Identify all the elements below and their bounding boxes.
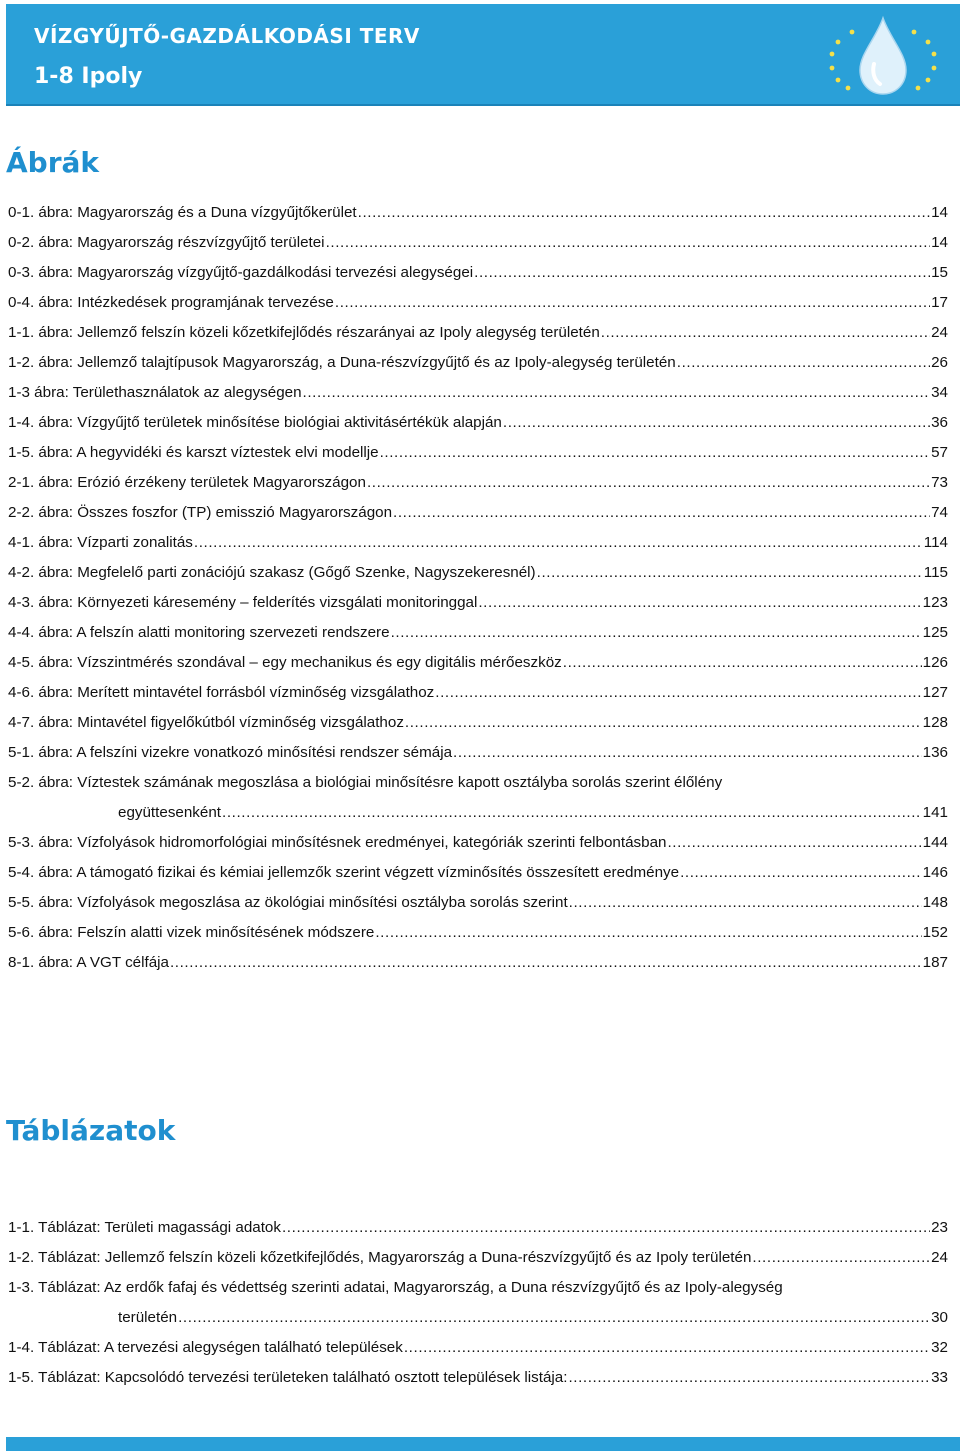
toc-page-number: 14 bbox=[931, 204, 948, 221]
toc-page-number: 123 bbox=[922, 594, 948, 611]
toc-dot-leader bbox=[537, 558, 923, 588]
toc-entry[interactable] bbox=[8, 1363, 948, 1393]
toc-entry-title: 1-1. ábra: Jellemző felszín közeli kőzetkifejlődés részarányai az Ipoly alegység területén bbox=[8, 324, 600, 341]
document-title: VÍZGYŰJTŐ-GAZDÁLKODÁSI TERV bbox=[34, 24, 420, 48]
toc-dot-leader bbox=[222, 798, 922, 828]
toc-dot-leader bbox=[335, 288, 930, 318]
toc-entry-title: 1-4. ábra: Vízgyűjtő területek minősítése biológiai aktivitásértékük alapján bbox=[8, 414, 502, 431]
footer-bar bbox=[6, 1437, 960, 1451]
toc-page-number: 34 bbox=[931, 384, 948, 401]
toc-entry[interactable] bbox=[8, 288, 948, 318]
toc-dot-leader bbox=[194, 528, 923, 558]
toc-entry-title: 4-5. ábra: Vízszintmérés szondával – egy mechanikus és egy digitális mérőeszköz bbox=[8, 654, 562, 671]
toc-page-number: 146 bbox=[922, 864, 948, 881]
toc-entry[interactable] bbox=[8, 258, 948, 288]
toc-entry-title: 2-2. ábra: Összes foszfor (TP) emisszió Magyarországon bbox=[8, 504, 393, 521]
toc-page-number: 15 bbox=[931, 264, 948, 281]
toc-entry-title: 4-3. ábra: Környezeti káresemény – felderítés vizsgálati monitoringgal bbox=[8, 594, 478, 611]
toc-entry-title: 0-4. ábra: Intézkedések programjának tervezése bbox=[8, 294, 334, 311]
toc-entry[interactable] bbox=[8, 1213, 948, 1243]
toc-entry-title: 4-2. ábra: Megfelelő parti zonációjú szakasz (Gőgő Szenke, Nagyszekeresnél) bbox=[8, 564, 536, 581]
toc-entry-title: 8-1. ábra: A VGT célfája bbox=[8, 954, 169, 971]
toc-page-number: 148 bbox=[922, 894, 948, 911]
toc-dot-leader bbox=[380, 438, 931, 468]
toc-entry[interactable] bbox=[8, 318, 948, 348]
toc-dot-leader bbox=[358, 198, 930, 228]
toc-entry-title: 5-1. ábra: A felszíni vizekre vonatkozó minősítési rendszer sémája bbox=[8, 744, 453, 761]
toc-dot-leader bbox=[503, 408, 930, 438]
toc-entry-title: 4-1. ábra: Vízparti zonalitás bbox=[8, 534, 193, 551]
tables-heading: Táblázatok bbox=[6, 1114, 176, 1147]
toc-entry[interactable] bbox=[8, 438, 948, 468]
toc-entry-title: 1-2. ábra: Jellemző talajtípusok Magyarország, a Duna-részvízgyűjtő és az Ipoly-alegység területén bbox=[8, 354, 676, 371]
toc-entry[interactable] bbox=[8, 618, 948, 648]
toc-entry-title: 1-5. Táblázat: Kapcsolódó tervezési területeken található osztott települések listája: bbox=[8, 1369, 568, 1386]
toc-page-number: 36 bbox=[931, 414, 948, 431]
toc-entry[interactable] bbox=[8, 678, 948, 708]
toc-entry-title: 5-5. ábra: Vízfolyások megoszlása az ökológiai minősítési osztályba sorolás szerint bbox=[8, 894, 568, 911]
toc-page-number: 32 bbox=[931, 1339, 948, 1356]
toc-dot-leader bbox=[474, 258, 930, 288]
toc-entry[interactable] bbox=[8, 708, 948, 738]
toc-page-number: 73 bbox=[931, 474, 948, 491]
toc-entry[interactable] bbox=[8, 768, 948, 828]
toc-page-number: 136 bbox=[922, 744, 948, 761]
toc-entry-title: 0-1. ábra: Magyarország és a Duna vízgyűjtőkerület bbox=[8, 204, 357, 221]
toc-dot-leader bbox=[435, 678, 921, 708]
toc-page-number: 126 bbox=[922, 654, 948, 671]
toc-entry-title: 5-3. ábra: Vízfolyások hidromorfológiai minősítésnek eredményei, kategóriák szerinti felbontásban bbox=[8, 834, 667, 851]
toc-page-number: 26 bbox=[931, 354, 948, 371]
toc-entry[interactable] bbox=[8, 828, 948, 858]
toc-entry-title: 1-5. ábra: A hegyvidéki és karszt víztestek elvi modellje bbox=[8, 444, 379, 461]
toc-page-number: 115 bbox=[923, 564, 948, 581]
toc-page-number: 24 bbox=[931, 1249, 948, 1266]
toc-dot-leader bbox=[170, 948, 922, 978]
toc-entry[interactable] bbox=[8, 948, 948, 978]
toc-entry-title: 5-6. ábra: Felszín alatti vizek minősítésének módszere bbox=[8, 924, 375, 941]
toc-entry-title: 0-2. ábra: Magyarország részvízgyűjtő területei bbox=[8, 234, 325, 251]
document-header bbox=[6, 4, 960, 106]
document-subtitle: 1-8 Ipoly bbox=[34, 64, 143, 89]
toc-dot-leader bbox=[326, 228, 931, 258]
toc-dot-leader bbox=[393, 498, 930, 528]
toc-page-number: 127 bbox=[922, 684, 948, 701]
toc-page-number: 33 bbox=[931, 1369, 948, 1386]
toc-entry[interactable] bbox=[8, 228, 948, 258]
toc-entry[interactable] bbox=[8, 348, 948, 378]
toc-dot-leader bbox=[453, 738, 922, 768]
toc-entry[interactable] bbox=[8, 528, 948, 558]
toc-page-number: 30 bbox=[931, 1309, 948, 1326]
toc-entry-title-continuation: területén bbox=[118, 1309, 178, 1326]
toc-entry[interactable] bbox=[8, 498, 948, 528]
toc-page-number: 128 bbox=[922, 714, 948, 731]
toc-dot-leader bbox=[478, 588, 921, 618]
toc-dot-leader bbox=[282, 1213, 930, 1243]
toc-page-number: 125 bbox=[922, 624, 948, 641]
toc-entry[interactable] bbox=[8, 408, 948, 438]
figures-heading: Ábrák bbox=[6, 146, 100, 179]
toc-entry-title: 1-1. Táblázat: Területi magassági adatok bbox=[8, 1219, 281, 1236]
toc-page-number: 14 bbox=[931, 234, 948, 251]
toc-dot-leader bbox=[752, 1243, 930, 1273]
toc-page-number: 17 bbox=[931, 294, 948, 311]
toc-entry[interactable] bbox=[8, 1273, 948, 1333]
toc-entry-title-continuation: együttesenként bbox=[118, 804, 222, 821]
figures-list bbox=[8, 198, 948, 978]
toc-entry-title: 4-4. ábra: A felszín alatti monitoring szervezeti rendszere bbox=[8, 624, 390, 641]
toc-entry[interactable] bbox=[8, 588, 948, 618]
toc-page-number: 57 bbox=[931, 444, 948, 461]
toc-entry-title: 1-4. Táblázat: A tervezési alegységen található települések bbox=[8, 1339, 403, 1356]
toc-dot-leader bbox=[178, 1303, 930, 1333]
toc-entry[interactable] bbox=[8, 378, 948, 408]
toc-page-number: 74 bbox=[931, 504, 948, 521]
toc-page-number: 23 bbox=[931, 1219, 948, 1236]
toc-dot-leader bbox=[303, 378, 931, 408]
toc-dot-leader bbox=[568, 1363, 930, 1393]
toc-dot-leader bbox=[367, 468, 930, 498]
toc-entry[interactable] bbox=[8, 198, 948, 228]
toc-page-number: 24 bbox=[931, 324, 948, 341]
toc-entry[interactable] bbox=[8, 1333, 948, 1363]
toc-entry[interactable] bbox=[8, 648, 948, 678]
toc-page-number: 187 bbox=[922, 954, 948, 971]
toc-page-number: 144 bbox=[922, 834, 948, 851]
toc-dot-leader bbox=[391, 618, 922, 648]
toc-entry-title: 1-3. Táblázat: Az erdők fafaj és védettség szerinti adatai, Magyarország, a Duna részvízgyűjtő és az Ipoly-alegység bbox=[8, 1279, 783, 1296]
toc-dot-leader bbox=[375, 918, 921, 948]
toc-entry-title: 1-2. Táblázat: Jellemző felszín közeli kőzetkifejlődés, Magyarország a Duna-részvízgyűjtő és az Ipoly területén bbox=[8, 1249, 752, 1266]
toc-page-number: 141 bbox=[922, 804, 948, 821]
toc-entry-title: 2-1. ábra: Erózió érzékeny területek Magyarországon bbox=[8, 474, 366, 491]
toc-dot-leader bbox=[563, 648, 922, 678]
toc-dot-leader bbox=[680, 858, 922, 888]
toc-entry[interactable] bbox=[8, 558, 948, 588]
toc-entry-title: 0-3. ábra: Magyarország vízgyűjtő-gazdálkodási tervezési alegységei bbox=[8, 264, 474, 281]
toc-entry[interactable] bbox=[8, 888, 948, 918]
toc-entry[interactable] bbox=[8, 918, 948, 948]
toc-entry[interactable] bbox=[8, 1243, 948, 1273]
toc-dot-leader bbox=[667, 828, 921, 858]
toc-entry[interactable] bbox=[8, 738, 948, 768]
toc-page-number: 114 bbox=[923, 534, 948, 551]
toc-dot-leader bbox=[404, 1333, 930, 1363]
toc-page-number: 152 bbox=[922, 924, 948, 941]
eu-water-drop-logo-icon bbox=[818, 14, 948, 98]
toc-dot-leader bbox=[405, 708, 922, 738]
toc-entry-title: 5-2. ábra: Víztestek számának megoszlása a biológiai minősítésre kapott osztályba sorolás szerint élőlény bbox=[8, 774, 723, 791]
toc-dot-leader bbox=[601, 318, 930, 348]
toc-entry-title: 4-7. ábra: Mintavétel figyelőkútból vízminőség vizsgálathoz bbox=[8, 714, 404, 731]
toc-entry-title: 1-3 ábra: Területhasználatok az alegységen bbox=[8, 384, 302, 401]
toc-entry[interactable] bbox=[8, 858, 948, 888]
toc-dot-leader bbox=[569, 888, 922, 918]
tables-list bbox=[8, 1213, 948, 1393]
toc-entry-title: 4-6. ábra: Merített mintavétel forrásból vízminőség vizsgálathoz bbox=[8, 684, 435, 701]
toc-entry[interactable] bbox=[8, 468, 948, 498]
toc-dot-leader bbox=[677, 348, 930, 378]
toc-entry-title: 5-4. ábra: A támogató fizikai és kémiai jellemzők szerint végzett vízminősítés összesített eredménye bbox=[8, 864, 680, 881]
